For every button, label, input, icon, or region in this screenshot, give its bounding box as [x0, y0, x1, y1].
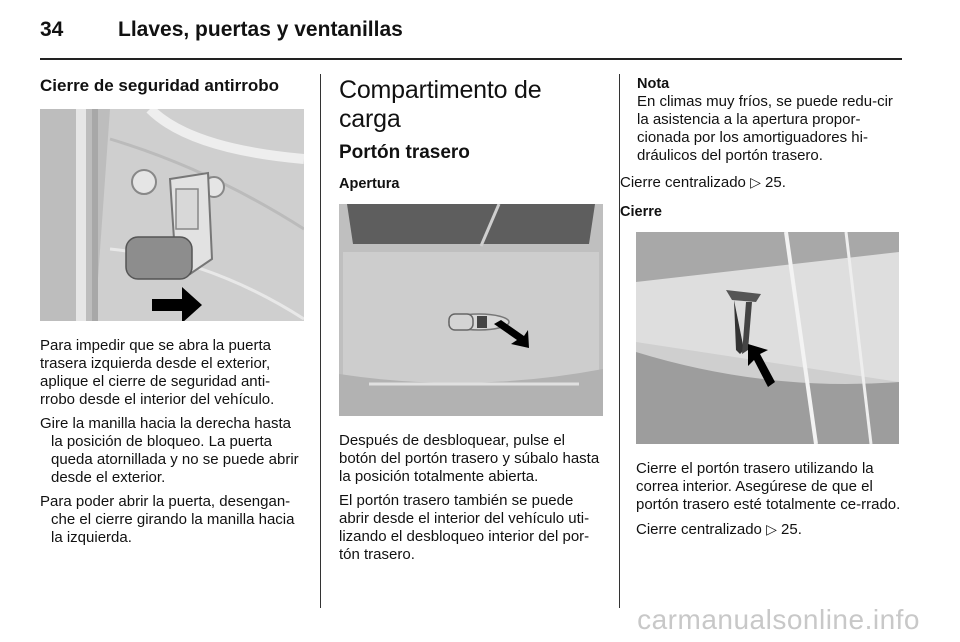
paragraph-2: Gire la manilla hacia la derecha hasta la posición de bloqueo. La puerta queda atornillada y no se puede abrir desde el exterior.	[40, 415, 299, 486]
cross-reference-1	[620, 173, 903, 192]
note-title: Nota	[637, 76, 670, 92]
section-heading: Cierre de seguridad antirrobo	[40, 76, 279, 95]
column-2	[339, 76, 603, 570]
child-lock-illustration	[40, 109, 304, 321]
subsection-heading: Cierre	[620, 204, 662, 220]
section-heading: Compartimento de carga	[339, 76, 542, 133]
paragraph-1: Para impedir que se abra la puerta trasera izquierda desde el exterior, aplique el cierre de seguridad anti-rrobo desde el interior del vehículo.	[40, 337, 275, 408]
cross-reference-2	[636, 520, 903, 539]
column-1	[40, 76, 304, 553]
subsubsection-heading: Apertura	[339, 176, 400, 192]
paragraph-1: Después de desbloquear, pulse el botón del portón trasero y súbalo hasta la posición totalmente abierta.	[339, 432, 600, 485]
watermark: carmanualsonline.info	[637, 604, 920, 635]
column-divider-2	[619, 74, 620, 608]
page-title: Llaves, puertas y ventanillas	[118, 18, 403, 41]
subsection-heading: Portón trasero	[339, 142, 470, 163]
header-rule	[40, 58, 902, 60]
note-text: En climas muy fríos, se puede redu-cir la asistencia a la apertura propor-cionada por los amortiguadores hi-dráulicos del portón trasero.	[637, 93, 893, 164]
column-3	[620, 76, 903, 545]
page-number: 34	[40, 18, 64, 41]
paragraph: Cierre el portón trasero utilizando la correa interior. Asegúrese de que el portón trasero esté totalmente ce-rrado.	[636, 460, 901, 513]
reference-page[interactable]: 25.	[765, 174, 786, 191]
tailgate-handle-illustration	[339, 204, 603, 416]
paragraph-2: El portón trasero también se puede abrir desde el interior del vehículo uti-lizando el desbloqueo interior del por-tón trasero.	[339, 492, 590, 563]
reference-text: Cierre centralizado	[636, 521, 762, 538]
column-divider-1	[320, 74, 321, 608]
page-reference-icon: ▷	[766, 521, 777, 537]
paragraph-3: Para poder abrir la puerta, desengan-che el cierre girando la manilla hacia la izquierda.	[40, 493, 295, 546]
page-reference-icon: ▷	[750, 174, 761, 190]
reference-text: Cierre centralizado	[620, 174, 746, 191]
tailgate-strap-illustration	[636, 232, 899, 444]
reference-page[interactable]: 25.	[781, 521, 802, 538]
